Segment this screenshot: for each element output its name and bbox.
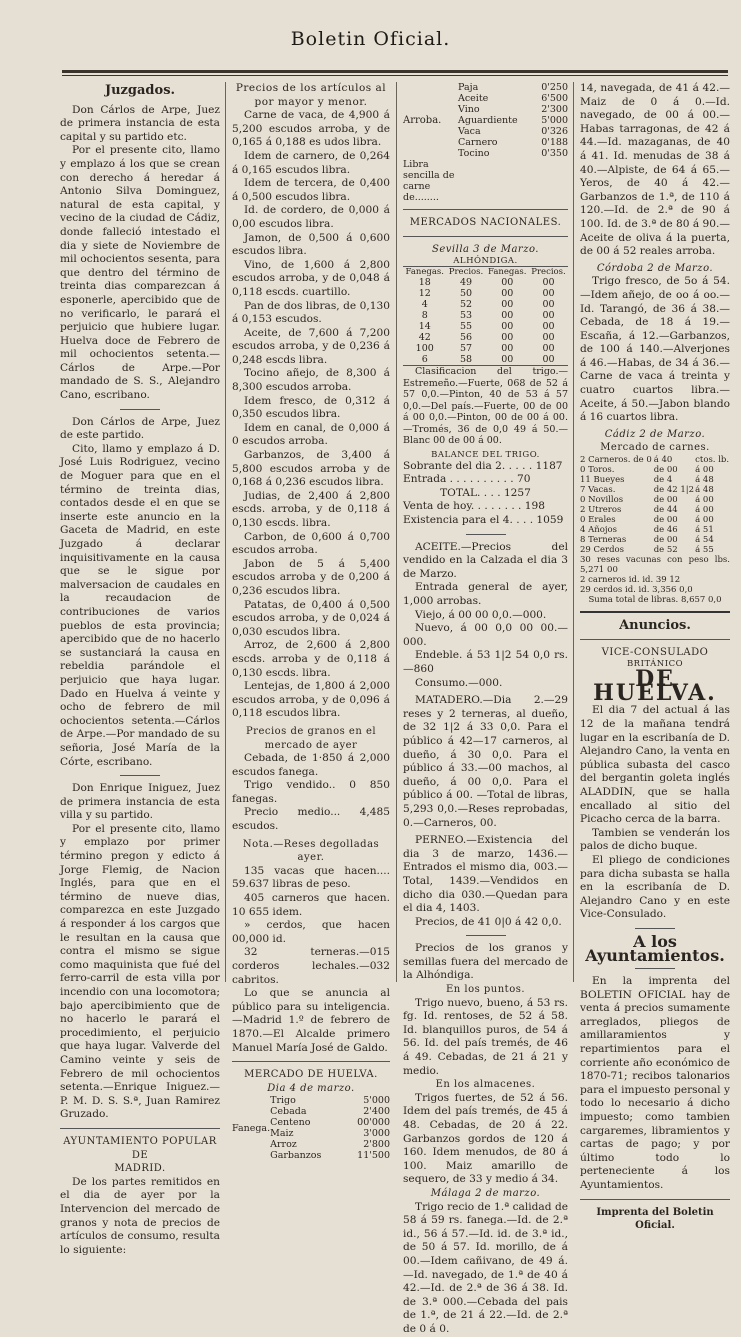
subheading: En los puntos. [445, 984, 526, 996]
table-cell: 52 [459, 299, 473, 311]
item-price: 3'000 [363, 1128, 390, 1140]
table-row [403, 299, 568, 310]
item-name: Maiz [270, 1128, 294, 1140]
table-cell: 0 Novillos [580, 495, 624, 506]
table-row [580, 495, 730, 505]
column-divider [225, 82, 226, 982]
top-row [458, 82, 568, 93]
huelva-date: Dia 4 de marzo. [267, 1082, 355, 1094]
subheading: BRITÁNICO [626, 659, 684, 670]
section-heading-juzgados: Juzgados. [104, 83, 176, 98]
item-price: 11'500 [357, 1150, 390, 1162]
table-cell: 18 [418, 277, 431, 289]
paragraph: Precios de los granos y semillas fuera del mercado de la Alhóndiga. [403, 942, 568, 982]
sevilla-date: Sevilla 3 de Marzo. [432, 243, 539, 255]
table-cell: 00 [501, 343, 514, 355]
price-item: Id. de cordero, de 0,000 á 0,00 escudos libra. [232, 204, 390, 230]
item-price: 0'350 [541, 148, 568, 159]
item-name: Paja [458, 82, 479, 93]
table-row [580, 545, 730, 555]
price-item: Jabon de 5 á 5,400 escudos arroba y de 0,200 á 0,236 escudos libra. [232, 557, 390, 597]
footer-imprint: Imprenta del Boletin Oficial. [596, 1206, 714, 1232]
anuncios-heading: Anuncios. [619, 618, 691, 634]
separator [466, 935, 506, 936]
paragraph: El pliego de condiciones para dicha subasta se halla en la escribanía de D. Alejandro Cano y en este Vice-Consulado. [580, 853, 730, 921]
paragraph: Cebada, de 1·850 á 2,000 escudos fanega. [232, 752, 390, 778]
paragraph: » cerdos, que hacen 00,000 id. [232, 919, 390, 945]
paragraph: El dia 7 del actual á las 12 de la mañana tendrá lugar en la escribanía de D. Alejandro Cano, la venta en pública subasta del casco del bergantin goleta inglés ALADDIN, que se halla encallado al sitio del Picacho cerca de la barra. [580, 704, 730, 826]
item-price: 6'500 [541, 93, 568, 104]
item-name: Aceite [458, 93, 489, 104]
column-divider [573, 82, 574, 982]
price-item: Lentejas, de 1,800 á 2,000 escudos arroba, y de 0,096 á 0,118 escudos libra. [232, 680, 390, 720]
paragraph: PERNEO.—Existencia del dia 3 de marzo, 1436.—Entrados el mismo dia, 003.—Total, 1439.—Vendidos en dicho dia 030.—Quedan para el dia 4, 1403. [403, 834, 568, 915]
table-row [580, 505, 730, 515]
separator [466, 534, 506, 535]
table-header [403, 267, 568, 278]
paragraph: MATADERO.—Dia 2.—29 reses y 2 terneras, al dueño, de 32 1|2 á 33 0,0. Para el público á 42—17 carneros, al dueño, á 30 0,0. Para el público á 33.—00 machos, al dueño, á 00 0,0. Para el público á 00. —Total de libras, 5,293 0,0.—Reses reprobadas, 0.—Carneros, 00. [403, 694, 568, 829]
line: Existencia para el 4. . . . 1059 [403, 514, 564, 527]
subheading: VICE-CONSULADO [601, 646, 709, 658]
item-name: Centeno [270, 1117, 311, 1129]
table-cell: de 46 [653, 525, 678, 536]
ayuntamientos-heading: A los Ayuntamientos. [585, 931, 725, 965]
table-cell: 6 [421, 354, 428, 366]
item-price: 00'000 [357, 1117, 390, 1129]
huelva-row [270, 1117, 390, 1128]
item-name: Aguardiente [458, 115, 518, 126]
table-cell: 00 [542, 321, 555, 333]
table-cell: 4 Añojos [580, 525, 617, 536]
paragraph: ACEITE.—Precios del vendido en la Calzada el dia 3 de Marzo. [403, 540, 568, 580]
top-price-table [403, 82, 568, 159]
alhondiga-table [403, 266, 568, 366]
line: Suma total de libras. 8,657 0,0 [588, 595, 722, 606]
item-name: Cebada [270, 1106, 307, 1118]
separator [403, 209, 568, 210]
table-row [403, 332, 568, 343]
malaga-date: Málaga 2 de marzo. [430, 1187, 541, 1199]
table-cell: 50 [459, 288, 473, 300]
table-row [580, 485, 730, 495]
paragraph: Trigos fuertes, de 52 á 56. Idem del país tremés, de 45 á 48. Cebadas, de 20 á 22. Garbanzos gordos de 120 á 160. Idem menudos, de 80 á 100. Maiz amarillo de sequero, de 33 y medio á 34. [403, 1091, 568, 1186]
table-row [403, 354, 568, 366]
column-divider [396, 82, 397, 982]
prices-heading: Precios de los artículos al por mayor y menor. [235, 82, 387, 108]
nota-heading: Nota.—Reses degolladas ayer. [242, 838, 380, 864]
carnes-table [580, 455, 730, 555]
table-cell: 58 [459, 354, 473, 366]
table-row [580, 535, 730, 545]
paragraph: Endeble. á 53 1|2 54 0,0 rs.—860 [403, 649, 568, 675]
table-row [403, 321, 568, 332]
column-header: Precios. [448, 267, 484, 278]
table-cell: 00 [501, 288, 514, 300]
table-cell: 8 [421, 310, 428, 322]
paragraph: Consumo.—000. [415, 676, 503, 689]
table-cell: 0 Erales [580, 515, 616, 526]
table-cell: á 55 [695, 545, 714, 556]
subheading: En los almacenes. [435, 1079, 536, 1091]
item-name: Vaca [458, 126, 481, 137]
separator [60, 1128, 220, 1129]
separator [232, 1061, 390, 1062]
price-item: Judias, de 2,400 á 2,800 escds. arroba, y de 0,118 á 0,130 escds. libra. [232, 489, 390, 529]
table-cell: de 00 [653, 535, 678, 546]
item-price: 5'000 [541, 115, 568, 126]
huelva-row [270, 1128, 390, 1139]
balance-heading: BALANCE DEL TRIGO. [431, 449, 540, 460]
price-item: Arroz, de 2,600 á 2,800 escds. arroba y de 0,118 á 0,130 escds. libra. [232, 639, 390, 679]
price-item: Idem de tercera, de 0,400 á 0,500 escudos libra. [232, 177, 390, 203]
paragraph: 32 terneras.—015 corderos lechales.—032 cabritos. [232, 946, 390, 986]
table-cell: á 00 [695, 465, 714, 476]
table-cell: 11 Bueyes [580, 475, 625, 486]
alhondiga-label: ALHÓNDIGA. [453, 256, 518, 267]
top-row [458, 137, 568, 148]
table-cell: 42 [418, 332, 431, 344]
huelva-row [270, 1150, 390, 1161]
alhondiga-rows [403, 277, 568, 366]
table-row [580, 455, 730, 465]
price-item: Tocino añejo, de 8,300 á 8,300 escudos arroba. [232, 367, 390, 394]
huelva-table [232, 1095, 390, 1161]
paragraph: 135 vacas que hacen.... 59.637 libras de peso. [232, 864, 390, 891]
column-1 [60, 82, 220, 1256]
paragraph: Por el presente cito, llamo y emplazo por primer término pregon y edicto á Jorge Flemig, de Nacion Inglés, para que en el término de nueve dias, comparezca en este Juzgado á responder á los cargos que le resultan en la causa que contra el mismo se sigue como maquinista que fué del ferro-carril de esta villa por incendio con una locomotora; bajo apercibimiento que de no hacerlo le parará el procedimiento, el perjuicio que haya lugar. Valverde del Camino veinte y seis de Febrero de mil ochocientos setenta.—Enrique Iniguez.—P. M. D. S. S.ª, Juan Ramirez Gruzado. [60, 822, 220, 1121]
price-item: Pan de dos libras, de 0,130 á 0,153 escudos. [232, 299, 390, 326]
table-cell: á 54 [695, 535, 714, 546]
paragraph: Trigo fresco, de 5o á 54.—Idem añejo, de oo á oo.—Id. Tarangó, de 36 á 38.—Cebada, de 18 á 19.—Escaña, á 12.—Garbanzos, de 100 á 140.—Alverjones á 46.—Habas, de 34 á 36.—Carne de vaca á treinta y cuatro cuartos libra.—Aceite, á 50.—Jabon blando á 16 cuartos libra. [580, 275, 730, 424]
item-price: 0'326 [541, 126, 568, 137]
cadiz-date: Cádiz 2 de Marzo. [604, 428, 706, 440]
table-cell: 00 [501, 299, 514, 311]
table-cell: á 48 [695, 475, 714, 486]
subheading: AYUNTAMIENTO POPULAR DE [63, 1135, 217, 1161]
table-cell: 00 [542, 288, 555, 300]
price-item: Carne de vaca, de 4,900 á 5,200 escudos arroba, y de 0,165 á 0,188 es udos libra. [232, 109, 390, 149]
table-cell: 00 [542, 310, 555, 322]
table-cell: á 40 [653, 455, 673, 466]
top-row [458, 115, 568, 126]
table-cell: 14 [418, 321, 431, 333]
paragraph: En la imprenta del BOLETIN OFICIAL hay de venta á precios sumamente arreglados, pliegos de amillaramientos y repartimientos para el corriente año económico de 1870-71; recibos talonarios para el impuesto personal y todo lo necesario á dicho impuesto; como tambien cargaremes, libramientos y cartas de pago; y por último todo lo perteneciente á los Ayuntamientos. [580, 975, 730, 1191]
price-list [232, 109, 390, 721]
table-cell: 4 [421, 299, 428, 311]
table-cell: á 00 [695, 505, 714, 516]
separator [635, 968, 675, 969]
top-rows [458, 82, 568, 159]
paragraph: Por el presente cito, llamo y emplazo á los que se crean con derecho á heredar á Antonio Silva Dominguez, natural de esta capital, y vecino de la ciudad de Cádiz, donde falleció intestado el dia y siete de Noviembre de mil ochocientos sesenta, para que dentro del término de treinta dias comparezcan á esponerle, apercibido que de no verificarlo, le parará el perjuicio que hubiere lugar. Huelva doce de Febrero de mil ochocientos setenta.—Cárlos de Arpe.—Por mandado de S. S., Alejandro Cano, escribano. [60, 144, 220, 402]
separator [635, 928, 675, 929]
item-price: 2'300 [541, 104, 568, 115]
column-3 [403, 82, 568, 1335]
item-name: Carnero [458, 137, 498, 148]
separator [580, 1199, 730, 1200]
table-cell: 100 [415, 343, 434, 355]
table-cell: á 00 [695, 515, 714, 526]
paragraph: Cito, llamo y emplazo á D. José Luis Rodriguez, vecino de Moguer para que en el término de treinta dias, contados desde el en que se inserte este anuncio en la Gaceta de Madrid, en este Juzgado á declarar inquisitivamente en la causa que se le sigue por malversacion de caudales en la recaudacion de contribuciones de varios pueblos de esta provincia; apercibido que de no hacerlo se sustanciará la causa en rebeldia parándole el perjuicio que haya lugar. Dado en Huelva á veinte y ocho de febrero de mil ochocientos setenta.—Cárlos de Arpe.—Por mandado de su señoria, José María de la Córte, escribano. [60, 442, 220, 768]
item-price: 2'400 [363, 1106, 390, 1118]
table-cell: de 4 [653, 475, 673, 486]
huelva-row [270, 1139, 390, 1150]
table-cell: 00 [542, 354, 555, 366]
table-cell: á 48 [695, 485, 714, 496]
item-name: Arroz [270, 1139, 297, 1151]
table-cell: 12 [418, 288, 431, 300]
top-row [458, 104, 568, 115]
line: 29 cerdos id. id. 3,356 0,0 [580, 585, 693, 596]
separator [403, 236, 568, 237]
item-name: Garbanzos [270, 1150, 322, 1162]
table-cell: de 42 1|2 [653, 485, 695, 496]
table-row [580, 515, 730, 525]
table-cell: 00 [542, 299, 555, 311]
table-cell: 00 [542, 277, 555, 289]
paragraph: Precios, de 41 0|0 á 42 0,0. [415, 915, 562, 928]
column-header: Fanegas. [405, 267, 444, 278]
table-cell: 8 Terneras [580, 535, 627, 546]
table-cell: á 00 [695, 495, 714, 506]
column-header: Precios. [531, 267, 566, 278]
table-cell: 7 Vacas. [580, 485, 616, 496]
price-item: Idem fresco, de 0,312 á 0,350 escudos libra. [232, 394, 390, 421]
price-item: Carbon, de 0,600 á 0,700 escudos arroba. [232, 530, 390, 557]
table-cell: 2 Carneros. de 0 [580, 455, 652, 466]
table-row [580, 525, 730, 535]
price-item: Garbanzos, de 3,400 á 5,800 escudos arroba y de 0,168 á 0,236 escudos libra. [232, 449, 390, 489]
table-row [580, 465, 730, 475]
table-cell: de 00 [653, 495, 678, 506]
table-cell: de 00 [653, 465, 678, 476]
price-item: Idem de carnero, de 0,264 á 0,165 escudos libra. [232, 149, 390, 176]
line: Entrada . . . . . . . . . . 70 [403, 473, 531, 486]
table-cell: 56 [459, 332, 473, 344]
line: Sobrante del dia 2. . . . . 1187 [403, 459, 563, 472]
libra-label: Libra sencilla de carne de........ [403, 159, 455, 203]
table-cell: 0 Toros. [580, 465, 615, 476]
granos-heading: Precios de granos en el mercado de ayer [245, 725, 377, 751]
separator [580, 611, 730, 613]
paragraph: Don Enrique Iniguez, Juez de primera instancia de esta villa y su partido. [60, 782, 220, 822]
separator [120, 775, 160, 776]
table-row [403, 310, 568, 321]
table-row [403, 277, 568, 288]
table-cell: 00 [501, 321, 514, 333]
fanega-label: Fanega. [232, 1122, 271, 1134]
masthead: Boletin Oficial. [290, 28, 451, 50]
column-header: Fanegas. [488, 267, 527, 278]
price-item: Patatas, de 0,400 á 0,500 escudos arroba, y de 0,024 á 0,030 escudos libra. [232, 598, 390, 638]
table-cell: 2 Utreros [580, 505, 622, 516]
item-price: 2'800 [363, 1139, 390, 1151]
table-cell: ctos. lb. [695, 455, 730, 466]
huelva-rows [270, 1095, 390, 1161]
table-cell: 00 [542, 332, 555, 344]
item-name: Vino [458, 104, 480, 115]
cordoba-date: Córdoba 2 de Marzo. [596, 262, 714, 274]
price-item: Aceite, de 7,600 á 7,200 escudos arroba, y de 0,236 á 0,248 escds libra. [232, 326, 390, 366]
item-price: 0'250 [541, 82, 568, 93]
separator [120, 409, 160, 410]
table-cell: 00 [501, 354, 514, 366]
table-cell: de 52 [653, 545, 678, 556]
price-item: Idem en canal, de 0,000 á 0 escudos arroba. [232, 421, 390, 448]
paragraph: Don Cárlos de Arpe, Juez de primera instancia de esta capital y su partido etc. [60, 103, 220, 143]
paragraph: Trigo vendido.. 0 850 fanegas. [232, 779, 390, 805]
item-price: 0'188 [541, 137, 568, 148]
paragraph: Entrada general de ayer, 1,000 arrobas. [403, 581, 568, 608]
top-rule [62, 70, 728, 73]
paragraph: Don Cárlos de Arpe, Juez de este partido. [60, 415, 220, 442]
line: TOTAL. . . . 1257 [440, 486, 531, 499]
paragraph: Precio medio... 4,485 escudos. [232, 806, 390, 833]
table-cell: 00 [501, 277, 514, 289]
line: 30 reses vacunas con peso lbs. 5,271 00 [580, 555, 730, 576]
paragraph: 405 carneros que hacen. 10 655 idem. [232, 892, 390, 918]
paragraph: Nuevo, á 00 0,0 00 00.—000. [403, 622, 568, 648]
arroba-label: Arroba. [403, 115, 442, 126]
paragraph: Viejo, á 00 00 0,0.—000. [415, 608, 547, 621]
item-name: Tocino [458, 148, 490, 159]
line: 2 carneros id. id. 39 12 [580, 575, 681, 586]
table-row [580, 475, 730, 485]
paragraph: Tambien se venderán los palos de dicho buque. [580, 826, 730, 853]
top-row [458, 148, 568, 159]
table-cell: 55 [459, 321, 473, 333]
table-cell: 00 [501, 332, 514, 344]
paragraph: Trigo nuevo, bueno, á 53 rs. fg. Id. rentoses, de 52 á 58. Id. blanquillos puros, de 54 á 56. Id. del país tremés, de 46 á 49. Cebadas, de 21 á 21 y medio. [403, 996, 568, 1077]
column-2 [232, 82, 390, 1162]
top-rule-thin [62, 75, 728, 76]
paragraph: De los partes remitidos en el dia de ayer por la Intervencion del mercado de granos y nota de precios de artículos de consumo, resulta lo siguiente: [60, 1175, 220, 1256]
table-cell: 53 [459, 310, 473, 322]
paragraph: Clasificacion del trigo.—Estremeño.—Fuerte, 068 de 52 á 57 0,0.—Pinton, 40 de 53 á 57 0,0.—Del país.—Fuerte, 00 de 00 á 00 0,0.—Pinton, 00 de 00 á 00.—Tromés, 36 de 0,0 49 á 50.—Blanc 00 de 00 á 00. [403, 366, 568, 447]
paragraph: Lo que se anuncia al público para su inteligencia.—Madrid 1.º de febrero de 1870.—El Alcalde primero Manuel María José de Galdo. [232, 987, 390, 1054]
table-cell: de 00 [653, 515, 678, 526]
subheading: MADRID. [114, 1163, 166, 1175]
table-row [403, 343, 568, 354]
huelva-heading: MERCADO DE HUELVA. [244, 1069, 378, 1081]
table-cell: de 44 [653, 505, 678, 516]
top-row [458, 126, 568, 137]
table-cell: 00 [501, 310, 514, 322]
price-item: Jamon, de 0,500 á 0,600 escudos libra. [232, 231, 390, 258]
paragraph: Trigo recio de 1.ª calidad de 58 á 59 rs. fanega.—Id. de 2.ª id., 56 á 57.—Id. id. de 3.ª id., de 50 á 57. Id. morillo, de á 00.—Idem cañivano, de 49 á.—Id. navegado, de 1.ª de 40 á 42.—Id. de 2.ª de 36 á 38. Id. de 3.ª 000.—Cebada del pais de 1.ª, de 21 á 22.—Id. de 2.ª de 0 á 0. [403, 1200, 568, 1335]
column-4 [580, 82, 730, 1232]
table-row [403, 288, 568, 299]
paragraph: 14, navegada, de 41 á 42.—Maiz de 0 á 0.—Id. navegado, de 00 á 00.—Habas tarragonas, de 42 á 44.—Id. mazaganas, de 40 á 41. Id. menudas de 38 á 40.—Alpiste, de 64 á 65.—Yeros, de 40 á 42.—Garbanzos de 1.ª, de 110 á 120.—Id. de 2.ª de 90 á 100. Id. de 3.ª de 80 á 90.—Aceite de oliva á la puerta, de 00 á 52 reales arroba. [580, 82, 730, 258]
huelva-row [270, 1106, 390, 1117]
line: Venta de hoy. . . . . . . . 198 [403, 500, 546, 513]
separator [580, 639, 730, 640]
price-item: Vino, de 1,600 á 2,800 escudos arroba, y de 0,048 á 0,118 escds. cuartillo. [232, 258, 390, 298]
table-cell: 29 Cerdos [580, 545, 625, 556]
table-cell: 49 [459, 277, 473, 289]
mercado-carnes-heading: Mercado de carnes. [600, 442, 710, 454]
huelva-row [270, 1095, 390, 1106]
huelva-banner: DE HUELVA. [593, 666, 717, 706]
table-cell: á 51 [695, 525, 714, 536]
item-price: 5'000 [363, 1095, 390, 1107]
table-cell: 57 [459, 343, 473, 355]
table-cell: 00 [542, 343, 555, 355]
top-row [458, 93, 568, 104]
mercados-heading: MERCADOS NACIONALES. [409, 217, 562, 228]
item-name: Trigo [270, 1095, 296, 1107]
